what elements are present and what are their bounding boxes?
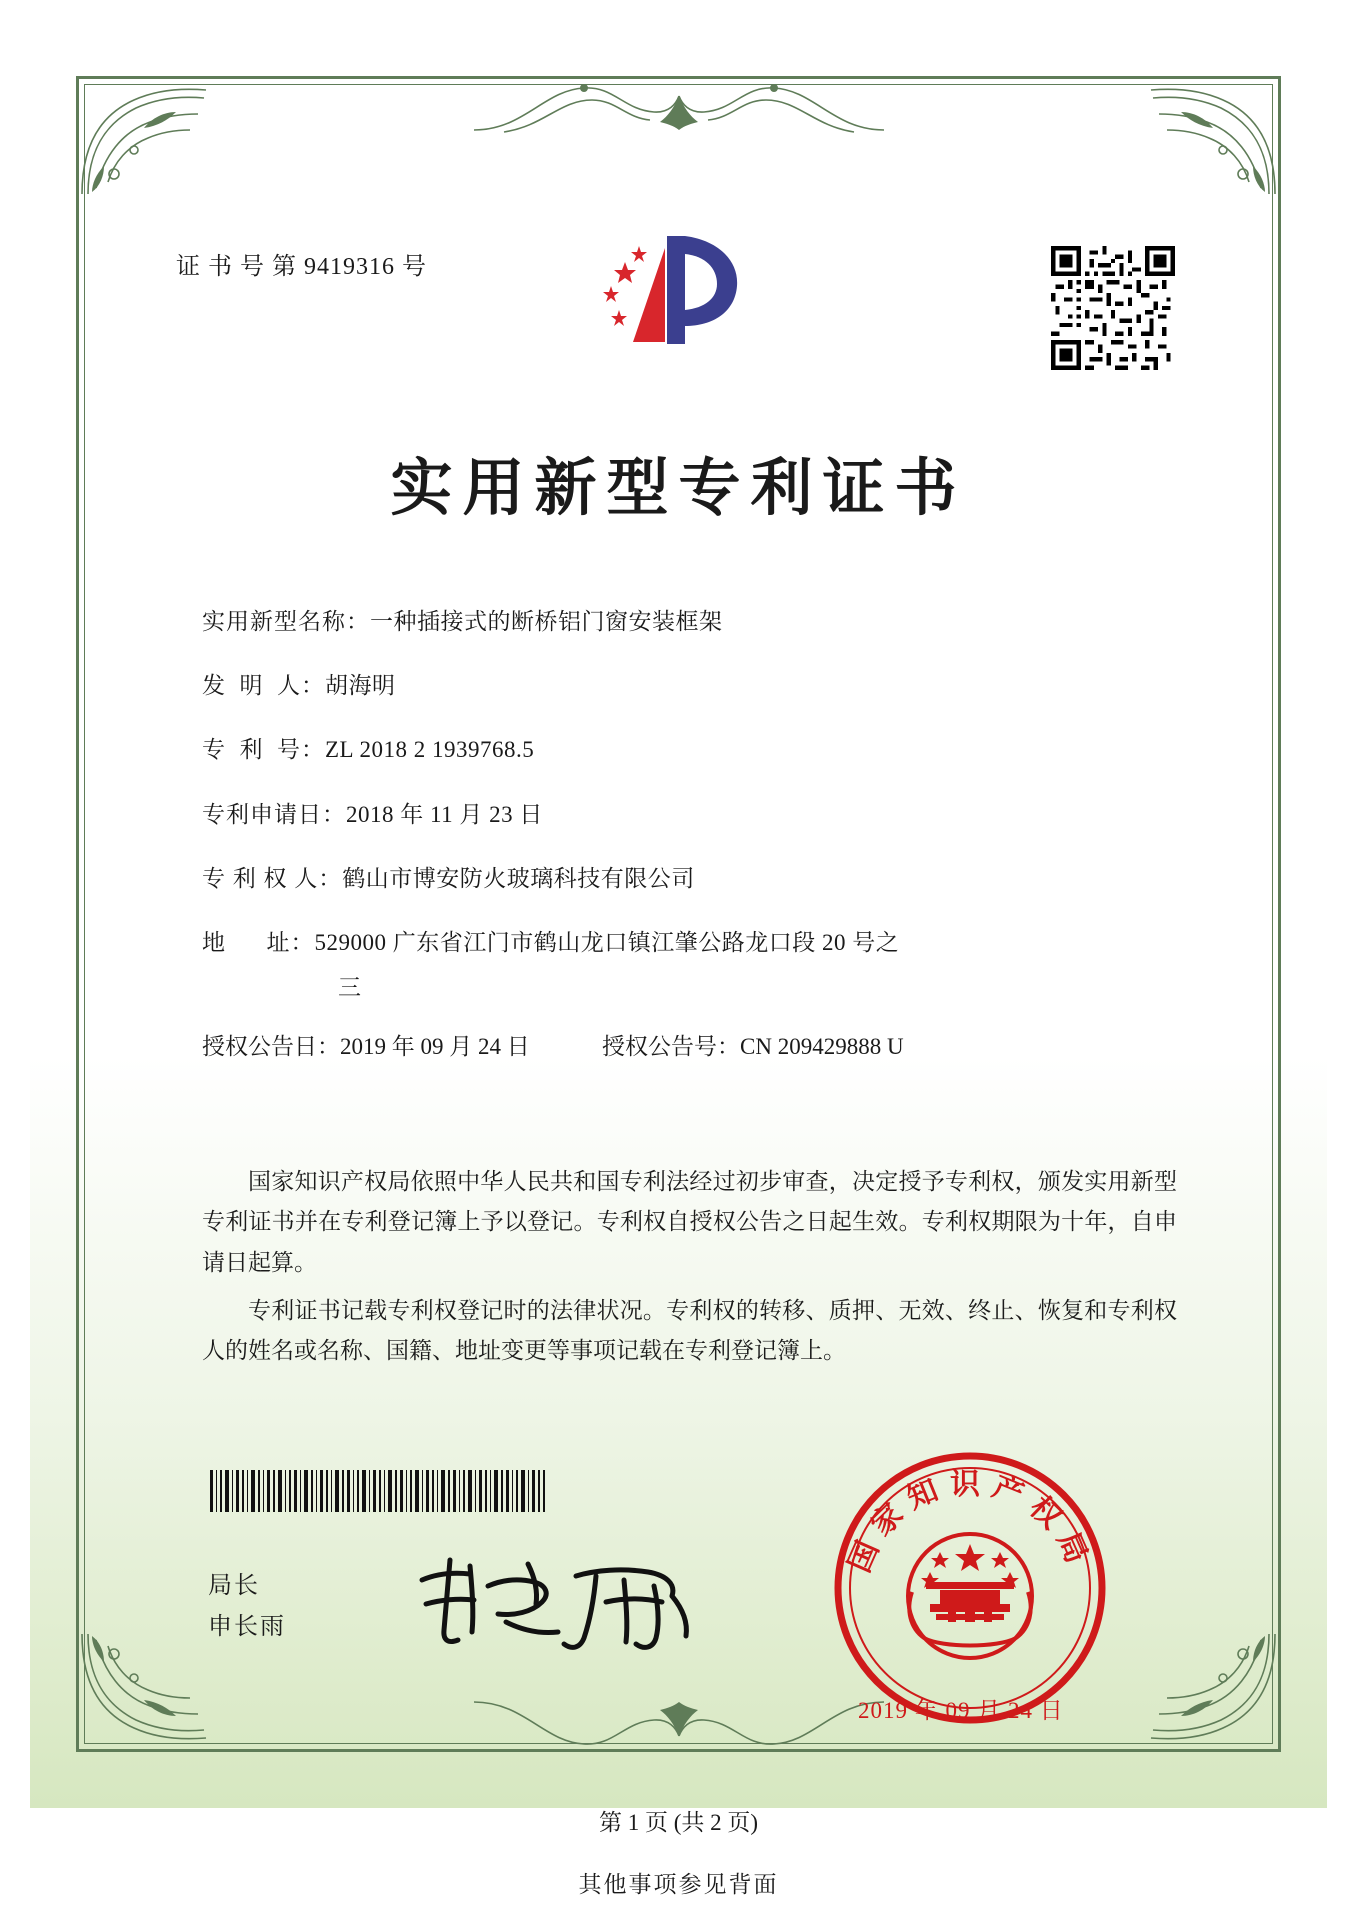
seal-date: 2019 年 09 月 24 日	[858, 1698, 1064, 1723]
field-utility-model-name	[202, 606, 1182, 638]
signature-name: 申长雨	[208, 1613, 286, 1640]
field-value: ZL 2018 2 1939768.5	[325, 737, 535, 763]
barcode	[208, 1470, 546, 1512]
field-address	[202, 927, 1182, 959]
field-address-continuation: 三	[338, 975, 361, 1001]
body-text	[202, 1162, 1177, 1379]
field-application-date	[202, 799, 1182, 831]
certificate-number: 证 书 号 第 9419316 号	[176, 254, 427, 280]
page-title: 实用新型专利证书	[390, 451, 967, 524]
back-side-note: 其他事项参见背面	[578, 1872, 779, 1897]
paragraph-1: 国家知识产权局依照中华人民共和国专利法经过初步审查，决定授予专利权，颁发实用新型专利证书并在专利登记簿上予以登记。专利权自授权公告之日起生效。专利权期限为十年，自申请日起算。	[202, 1169, 1177, 1275]
qr-code	[1051, 246, 1175, 370]
top-center-ornament	[464, 70, 894, 140]
official-red-seal	[830, 1448, 1110, 1728]
field-patentee	[202, 863, 1182, 895]
paragraph-2: 专利证书记载专利权登记时的法律状况。专利权的转移、质押、无效、终止、恢复和专利权人的姓名或名称、国籍、地址变更等事项记载在专利登记簿上。	[202, 1297, 1177, 1363]
field-label: 实用新型名称：	[202, 609, 370, 634]
field-value: 鹤山市博安防火玻璃科技有限公司	[342, 865, 695, 891]
field-inventor	[202, 670, 1182, 702]
grant-date-label: 授权公告日：	[202, 1034, 340, 1060]
cnipa-logo	[589, 226, 769, 356]
svg-text:国家知识产权局: 国家知识产权局	[842, 1467, 1098, 1578]
field-label: 发 明 人：	[202, 673, 325, 699]
certificate-sheet	[30, 18, 1327, 1835]
field-patent-number	[202, 734, 1182, 766]
field-label: 地 址：	[202, 929, 315, 955]
field-value: 胡海明	[325, 673, 396, 699]
field-list	[202, 606, 1182, 1091]
page-number: 第 1 页 (共 2 页)	[598, 1810, 759, 1835]
field-label: 专 利 权 人：	[202, 865, 343, 891]
signature-role: 局长	[208, 1573, 260, 1599]
field-value: 529000 广东省江门市鹤山龙口镇江肇公路龙口段 20 号之	[314, 929, 900, 955]
grant-number-value: CN 209429888 U	[740, 1034, 904, 1060]
grant-date-value: 2019 年 09 月 24 日	[340, 1034, 530, 1060]
grant-number-label: 授权公告号：	[602, 1034, 740, 1060]
bottom-center-ornament	[464, 1692, 894, 1762]
field-value: 2018 年 11 月 23 日	[346, 801, 543, 827]
signature-block	[208, 1566, 286, 1648]
field-label: 专 利 号：	[202, 737, 325, 763]
grant-date-group	[202, 1028, 602, 1061]
grant-number-group	[602, 1028, 904, 1061]
field-grant-announcement	[202, 1028, 1182, 1061]
field-value: 一种插接式的断桥铝门窗安装框架	[370, 609, 723, 634]
handwritten-signature	[410, 1546, 710, 1656]
field-label: 专利申请日：	[202, 801, 346, 827]
